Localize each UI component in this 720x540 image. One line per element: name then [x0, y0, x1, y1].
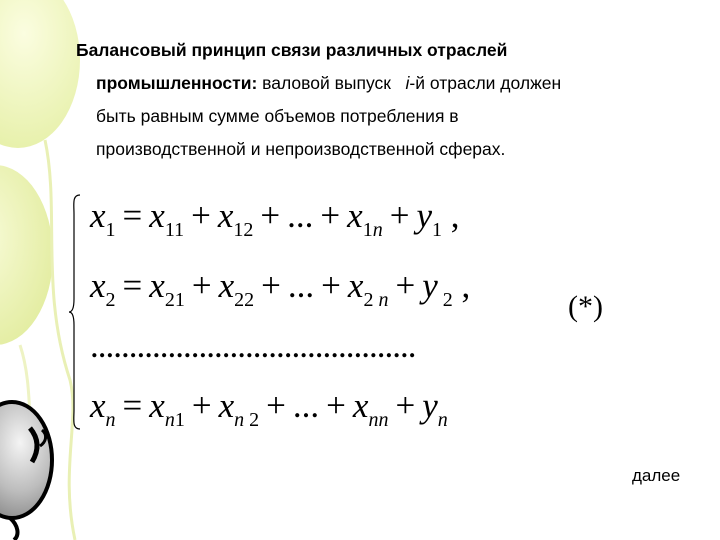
next-link[interactable]: далее: [632, 466, 681, 485]
principle-term: Балансовый принцип связи различных отраслей: [76, 40, 508, 60]
equation-1: $x_1 = x_{11} + x_{12}$ + ... + $x_{1n} + y_1$ ,: [90, 196, 460, 241]
ellipsis-row: ..........................................: [90, 326, 416, 365]
equation-2: $x_2 = x_{21} + x_{22}$ + ... + $x_{2 n} + y$ $_2$ ,: [90, 266, 471, 311]
left-brace: [68, 194, 82, 430]
index-i: i: [405, 73, 410, 93]
text-after-i: -й отрасли должен: [409, 73, 562, 93]
text-before-i: валовой выпуск: [257, 73, 406, 93]
principle-term-end: промышленности:: [96, 73, 258, 93]
equation-label: (*): [568, 290, 603, 323]
equation-n: $x_n = x_{n1} + x_{n 2}$ + ... + $x_{nn} + y_n$: [90, 386, 448, 431]
paragraph-line-4: производственной и непроизводственной сферах.: [96, 139, 506, 159]
paragraph-line-3: быть равным сумме объемов потребления в: [96, 106, 459, 126]
